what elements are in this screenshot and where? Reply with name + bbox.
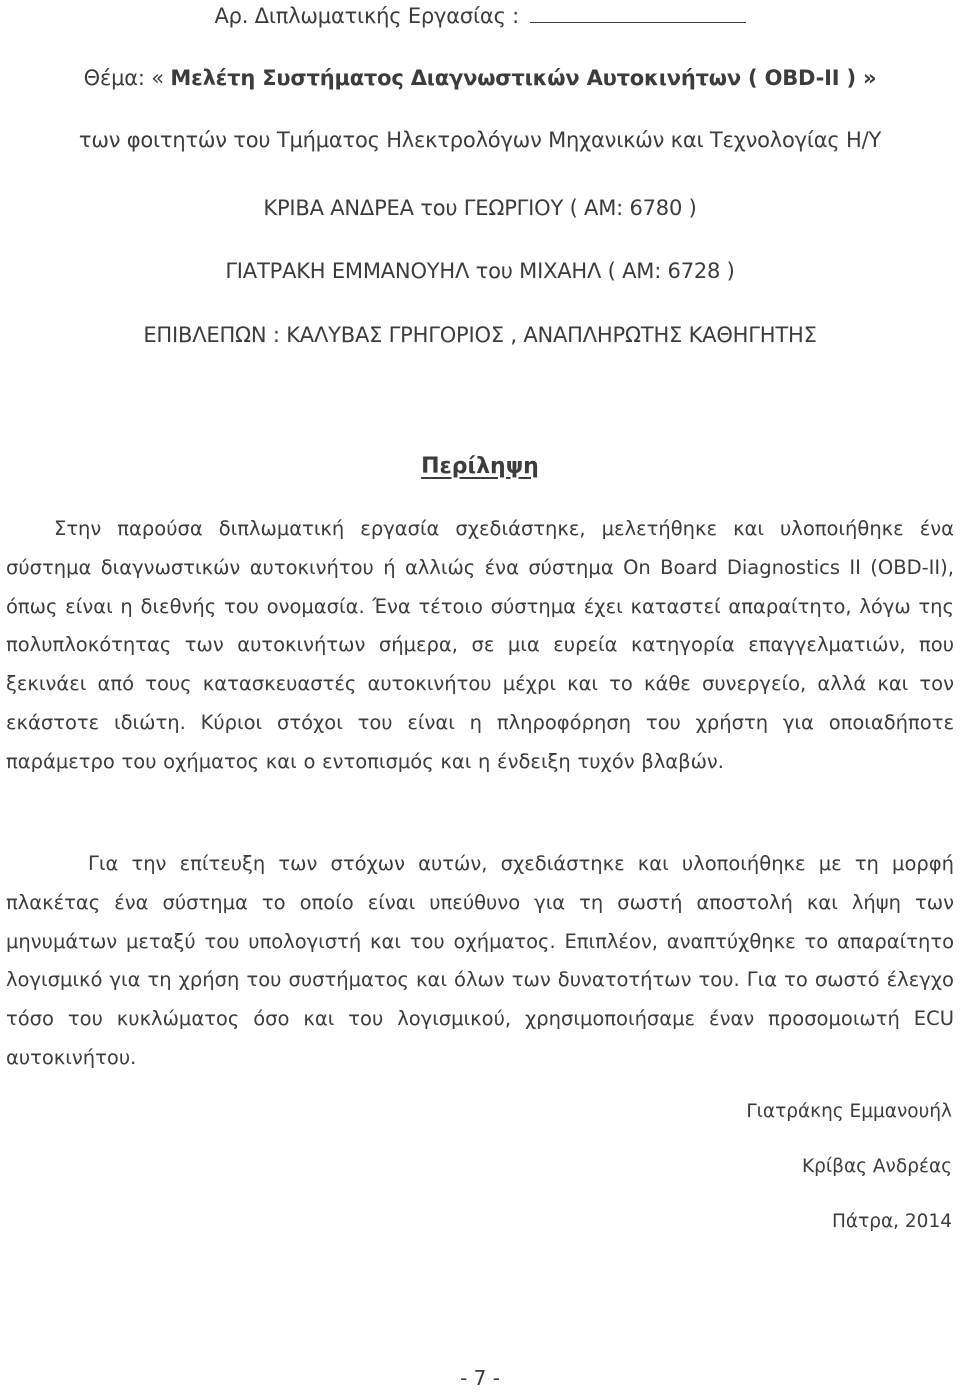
subject-title: Μελέτη Συστήματος Διαγνωστικών Αυτοκινήτων ( OBD-II ) » <box>170 66 877 90</box>
summary-paragraph-2: Για την επίτευξη των στόχων αυτών, σχεδιάστηκε και υλοποιήθηκε με τη μορφή πλακέτας ένα σύστημα το οποίο είναι υπεύθυνο για τη σωστή αποστολή και λήψη των μηνυμάτων μεταξύ του υπολογιστή και του οχήματος. Επιπλέον, αναπτύχθηκε το απαραίτητο λογισμικό για τη χρήση του συστήματος και όλων των δυνατοτήτων του. Για το σωστό έλεγχο τόσο του κυκλώματος όσο και του λογισμικού, χρησιμοποιήσαμε έναν προσομοιωτή ECU αυτοκινήτου. <box>6 852 954 1069</box>
subject-line <box>0 66 960 90</box>
author-1-signature: Γιατράκης Εμμανουήλ <box>746 1101 952 1122</box>
student-1-line: ΚΡΙΒΑ ΑΝΔΡΕΑ του ΓΕΩΡΓΙΟΥ ( ΑΜ: 6780 ) <box>263 196 697 220</box>
students-department-line: των φοιτητών του Τμήματος Ηλεκτρολόγων Μηχανικών και Τεχνολογίας Η/Υ <box>78 128 882 152</box>
summary-paragraph-1: Στην παρούσα διπλωματική εργασία σχεδιάστηκε, μελετήθηκε και υλοποιήθηκε ένα σύστημα διαγνωστικών αυτοκινήτου ή αλλιώς ένα σύστημα On Board Diagnostics II (OBD-II), όπως είναι η διεθνής του ονομασία. Ένα τέτοιο σύστημα έχει καταστεί απαραίτητο, λόγω της πολυπλοκότητας των αυτοκινήτων σήμερα, σε μια ευρεία κατηγορία επαγγελματιών, που ξεκινάει από τους κατασκευαστές αυτοκινήτου μέχρι και το κάθε συνεργείο, αλλά και τον εκάστοτε ιδιώτη. Κύριοι στόχοι του είναι η πληροφόρηση του χρήστη για οποιαδήποτε παράμετρο του οχήματος και ο εντοπισμός και η ένδειξη τυχόν βλαβών. <box>6 517 954 773</box>
summary-heading: Περίληψη <box>421 454 539 479</box>
supervisor-line: ΕΠΙΒΛΕΠΩΝ : ΚΑΛΥΒΑΣ ΓΡΗΓΟΡΙΟΣ , ΑΝΑΠΛΗΡΩΤΗΣ ΚΑΘΗΓΗΤΗΣ <box>143 323 817 347</box>
thesis-number-label: Αρ. Διπλωματικής Εργασίας : <box>214 4 520 28</box>
page-number: - 7 - <box>460 1366 500 1390</box>
thesis-number-blank <box>530 2 746 23</box>
subject-prefix: Θέμα: « <box>83 66 171 90</box>
place-date: Πάτρα, 2014 <box>831 1211 952 1232</box>
thesis-number-line <box>0 2 960 28</box>
student-2-line: ΓΙΑΤΡΑΚΗ ΕΜΜΑΝΟΥΗΛ του ΜΙΧΑΗΛ ( ΑΜ: 6728 ) <box>225 259 735 283</box>
author-2-signature: Κρίβας Ανδρέας <box>802 1156 952 1177</box>
summary-heading-row <box>0 454 960 479</box>
